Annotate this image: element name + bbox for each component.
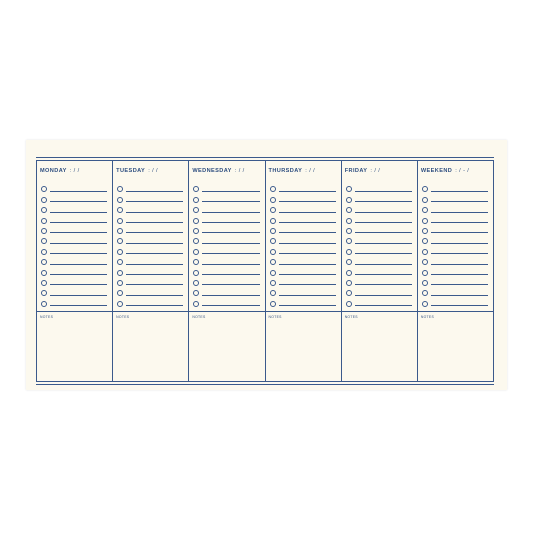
checkbox-circle-icon[interactable] (117, 218, 123, 224)
task-line[interactable] (355, 191, 412, 192)
task-line[interactable] (50, 232, 107, 233)
task-row (346, 244, 412, 254)
task-line[interactable] (50, 284, 107, 285)
notes-label: NOTES (40, 315, 54, 319)
task-row (193, 234, 259, 244)
notes-box[interactable] (342, 311, 417, 381)
task-row (41, 244, 107, 254)
task-row (346, 286, 412, 296)
task-row (117, 296, 183, 306)
task-line[interactable] (202, 295, 259, 296)
task-line[interactable] (279, 222, 336, 223)
checkbox-circle-icon[interactable] (41, 197, 47, 203)
task-row (41, 276, 107, 286)
task-row (270, 255, 336, 265)
task-row (117, 234, 183, 244)
task-row (270, 244, 336, 254)
task-row (41, 213, 107, 223)
task-line[interactable] (126, 191, 183, 192)
checkbox-circle-icon[interactable] (193, 270, 199, 276)
task-list (117, 182, 183, 307)
checkbox-circle-icon[interactable] (41, 301, 47, 307)
task-row (193, 192, 259, 202)
task-line[interactable] (279, 191, 336, 192)
task-line[interactable] (431, 243, 488, 244)
task-row (346, 255, 412, 265)
task-line[interactable] (279, 232, 336, 233)
task-row (270, 213, 336, 223)
task-line[interactable] (355, 305, 412, 306)
checkbox-circle-icon[interactable] (117, 249, 123, 255)
task-row (193, 244, 259, 254)
day-label: WEEKEND (420, 168, 453, 174)
task-row (422, 265, 488, 275)
task-row (422, 203, 488, 213)
task-line[interactable] (50, 222, 107, 223)
task-line[interactable] (202, 274, 259, 275)
checkbox-circle-icon[interactable] (346, 197, 352, 203)
task-row (270, 234, 336, 244)
task-line[interactable] (126, 274, 183, 275)
day-label: FRIDAY (344, 168, 368, 174)
task-row (117, 276, 183, 286)
task-row (117, 192, 183, 202)
task-line[interactable] (202, 253, 259, 254)
day-header (40, 168, 110, 174)
task-list (346, 182, 412, 307)
checkbox-circle-icon[interactable] (346, 290, 352, 296)
task-row (117, 203, 183, 213)
checkbox-circle-icon[interactable] (41, 228, 47, 234)
task-line[interactable] (202, 201, 259, 202)
task-line[interactable] (431, 295, 488, 296)
checkbox-circle-icon[interactable] (193, 301, 199, 307)
day-header (269, 168, 339, 174)
task-line[interactable] (202, 243, 259, 244)
task-row (346, 203, 412, 213)
task-row (346, 234, 412, 244)
task-row (193, 203, 259, 213)
checkbox-circle-icon[interactable] (270, 207, 276, 213)
task-line[interactable] (50, 295, 107, 296)
notes-label: NOTES (116, 315, 130, 319)
task-row (193, 276, 259, 286)
checkbox-circle-icon[interactable] (117, 270, 123, 276)
task-row (422, 255, 488, 265)
checkbox-circle-icon[interactable] (41, 270, 47, 276)
day-column-tuesday (113, 161, 189, 381)
notes-label: NOTES (344, 315, 358, 319)
checkbox-circle-icon[interactable] (41, 218, 47, 224)
task-row (270, 296, 336, 306)
task-line[interactable] (355, 264, 412, 265)
task-line[interactable] (202, 191, 259, 192)
task-line[interactable] (50, 264, 107, 265)
checkbox-circle-icon[interactable] (422, 228, 428, 234)
task-list (270, 182, 336, 307)
checkbox-circle-icon[interactable] (117, 301, 123, 307)
task-line[interactable] (202, 264, 259, 265)
task-row (41, 224, 107, 234)
checkbox-circle-icon[interactable] (346, 259, 352, 265)
day-label: WEDNESDAY (192, 168, 232, 174)
task-line[interactable] (126, 305, 183, 306)
checkbox-circle-icon[interactable] (346, 301, 352, 307)
task-row (41, 255, 107, 265)
task-row (41, 265, 107, 275)
day-label: THURSDAY (268, 168, 303, 174)
task-row (422, 276, 488, 286)
task-row (346, 276, 412, 286)
task-row (117, 182, 183, 192)
day-label: MONDAY (40, 168, 67, 174)
task-line[interactable] (355, 253, 412, 254)
planner-frame (36, 157, 494, 385)
day-header (192, 168, 262, 174)
task-list (193, 182, 259, 307)
checkbox-circle-icon[interactable] (346, 218, 352, 224)
task-line[interactable] (279, 253, 336, 254)
task-row (117, 255, 183, 265)
checkbox-circle-icon[interactable] (270, 218, 276, 224)
checkbox-circle-icon[interactable] (422, 197, 428, 203)
task-line[interactable] (279, 274, 336, 275)
checkbox-circle-icon[interactable] (270, 280, 276, 286)
task-line[interactable] (431, 284, 488, 285)
day-header (116, 168, 186, 174)
task-line[interactable] (202, 232, 259, 233)
task-row (117, 265, 183, 275)
task-line[interactable] (126, 201, 183, 202)
day-column-monday (37, 161, 113, 381)
task-row (422, 234, 488, 244)
weekly-planner-pad (26, 140, 507, 390)
task-line[interactable] (355, 201, 412, 202)
notes-box[interactable] (113, 311, 188, 381)
day-date-field[interactable]: : / / (370, 168, 381, 174)
task-line[interactable] (126, 264, 183, 265)
day-label: TUESDAY (116, 168, 146, 174)
task-row (193, 296, 259, 306)
checkbox-circle-icon[interactable] (270, 228, 276, 234)
checkbox-circle-icon[interactable] (346, 280, 352, 286)
day-columns (36, 161, 494, 381)
checkbox-circle-icon[interactable] (270, 238, 276, 244)
task-line[interactable] (431, 191, 488, 192)
task-row (422, 224, 488, 234)
task-line[interactable] (202, 284, 259, 285)
checkbox-circle-icon[interactable] (422, 280, 428, 286)
day-column-friday (342, 161, 418, 381)
task-line[interactable] (126, 212, 183, 213)
checkbox-circle-icon[interactable] (193, 218, 199, 224)
task-row (346, 296, 412, 306)
task-line[interactable] (126, 243, 183, 244)
task-row (346, 192, 412, 202)
checkbox-circle-icon[interactable] (270, 259, 276, 265)
task-line[interactable] (126, 232, 183, 233)
task-row (41, 182, 107, 192)
notes-box[interactable] (37, 311, 112, 381)
task-line[interactable] (431, 232, 488, 233)
task-row (117, 224, 183, 234)
task-row (193, 224, 259, 234)
task-line[interactable] (431, 201, 488, 202)
checkbox-circle-icon[interactable] (270, 290, 276, 296)
task-row (422, 286, 488, 296)
task-line[interactable] (355, 284, 412, 285)
notes-box[interactable] (418, 311, 493, 381)
checkbox-circle-icon[interactable] (270, 197, 276, 203)
task-line[interactable] (279, 284, 336, 285)
task-row (346, 265, 412, 275)
day-column-weekend (418, 161, 494, 381)
task-line[interactable] (431, 212, 488, 213)
task-row (193, 265, 259, 275)
task-row (270, 182, 336, 192)
task-line[interactable] (202, 305, 259, 306)
checkbox-circle-icon[interactable] (346, 270, 352, 276)
task-row (41, 286, 107, 296)
task-row (422, 182, 488, 192)
task-line[interactable] (279, 201, 336, 202)
day-date-field[interactable]: : / / (234, 168, 245, 174)
task-row (193, 213, 259, 223)
day-date-field[interactable]: : / / (305, 168, 316, 174)
task-line[interactable] (279, 264, 336, 265)
task-row (41, 234, 107, 244)
checkbox-circle-icon[interactable] (422, 259, 428, 265)
notes-box[interactable] (266, 311, 341, 381)
task-line[interactable] (50, 191, 107, 192)
task-row (270, 276, 336, 286)
task-line[interactable] (202, 212, 259, 213)
task-row (346, 213, 412, 223)
task-line[interactable] (202, 222, 259, 223)
task-row (193, 182, 259, 192)
task-line[interactable] (50, 243, 107, 244)
task-line[interactable] (431, 274, 488, 275)
task-row (117, 286, 183, 296)
checkbox-circle-icon[interactable] (270, 270, 276, 276)
day-date-field[interactable]: : / - / (455, 168, 470, 174)
notes-label: NOTES (420, 315, 435, 319)
task-line[interactable] (431, 305, 488, 306)
task-list (422, 182, 488, 307)
task-line[interactable] (355, 222, 412, 223)
checkbox-circle-icon[interactable] (422, 218, 428, 224)
task-line[interactable] (50, 274, 107, 275)
task-line[interactable] (355, 243, 412, 244)
task-line[interactable] (355, 274, 412, 275)
task-line[interactable] (50, 305, 107, 306)
task-row (422, 213, 488, 223)
task-line[interactable] (431, 264, 488, 265)
checkbox-circle-icon[interactable] (422, 270, 428, 276)
task-row (270, 192, 336, 202)
task-line[interactable] (355, 232, 412, 233)
task-line[interactable] (355, 295, 412, 296)
task-row (193, 255, 259, 265)
notes-box[interactable] (189, 311, 264, 381)
checkbox-circle-icon[interactable] (346, 228, 352, 234)
task-row (422, 296, 488, 306)
task-line[interactable] (50, 201, 107, 202)
checkbox-circle-icon[interactable] (41, 249, 47, 255)
task-row (346, 182, 412, 192)
task-row (270, 203, 336, 213)
task-line[interactable] (126, 284, 183, 285)
task-row (41, 296, 107, 306)
task-line[interactable] (50, 212, 107, 213)
task-row (41, 192, 107, 202)
checkbox-circle-icon[interactable] (270, 301, 276, 307)
checkbox-circle-icon[interactable] (41, 280, 47, 286)
task-row (270, 265, 336, 275)
day-header (421, 168, 491, 174)
task-row (117, 213, 183, 223)
checkbox-circle-icon[interactable] (422, 249, 428, 255)
day-column-wednesday (189, 161, 265, 381)
day-date-field[interactable]: : / / (148, 168, 158, 174)
notes-label: NOTES (268, 315, 282, 319)
task-line[interactable] (126, 253, 183, 254)
notes-label: NOTES (192, 315, 206, 319)
task-row (117, 244, 183, 254)
checkbox-circle-icon[interactable] (346, 207, 352, 213)
task-line[interactable] (126, 222, 183, 223)
task-list (41, 182, 107, 307)
checkbox-circle-icon[interactable] (422, 207, 428, 213)
task-line[interactable] (431, 253, 488, 254)
task-row (270, 224, 336, 234)
task-row (41, 203, 107, 213)
checkbox-circle-icon[interactable] (117, 197, 123, 203)
task-row (346, 224, 412, 234)
task-line[interactable] (355, 212, 412, 213)
task-line[interactable] (279, 305, 336, 306)
task-line[interactable] (279, 243, 336, 244)
checkbox-circle-icon[interactable] (270, 249, 276, 255)
task-row (422, 192, 488, 202)
task-line[interactable] (50, 253, 107, 254)
task-row (270, 286, 336, 296)
checkbox-circle-icon[interactable] (346, 249, 352, 255)
day-column-thursday (266, 161, 342, 381)
task-line[interactable] (279, 212, 336, 213)
task-line[interactable] (431, 222, 488, 223)
task-line[interactable] (126, 295, 183, 296)
checkbox-circle-icon[interactable] (270, 186, 276, 192)
task-row (193, 286, 259, 296)
task-line[interactable] (279, 295, 336, 296)
day-header (345, 168, 415, 174)
task-row (422, 244, 488, 254)
checkbox-circle-icon[interactable] (422, 301, 428, 307)
day-date-field[interactable]: : / / (69, 168, 80, 174)
